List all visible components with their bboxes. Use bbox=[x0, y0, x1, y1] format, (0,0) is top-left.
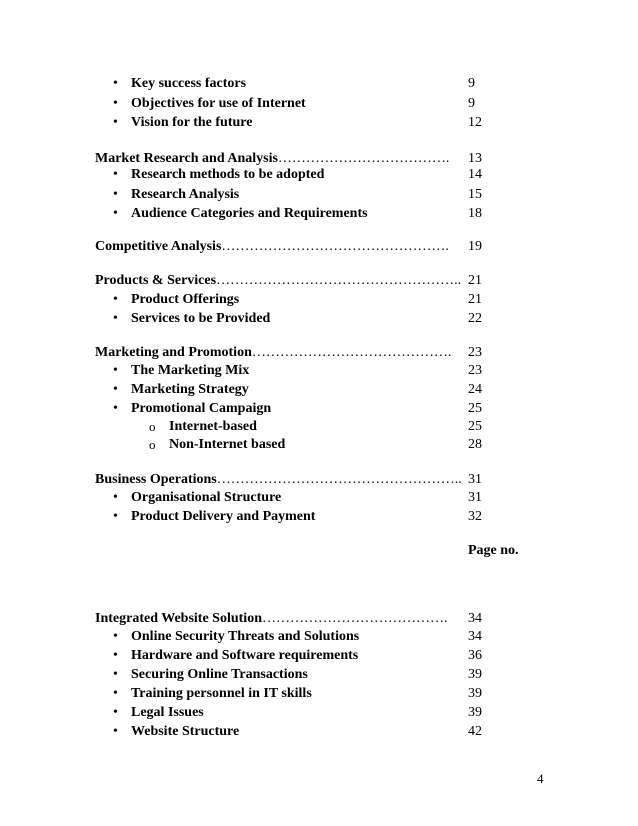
bullet-icon: • bbox=[113, 667, 118, 682]
page-no-heading: Page no. bbox=[468, 543, 519, 558]
footer-page-number: 4 bbox=[537, 771, 544, 786]
toc-entry bbox=[0, 166, 638, 184]
toc-entry-page: 12 bbox=[468, 115, 482, 130]
bullet-icon: • bbox=[113, 705, 118, 720]
toc-entry-page: 18 bbox=[468, 206, 482, 221]
bullet-icon: • bbox=[113, 187, 118, 202]
toc-section-competitive bbox=[0, 238, 638, 256]
toc-entry-page: 36 bbox=[468, 648, 482, 663]
toc-entry-page: 22 bbox=[468, 311, 482, 326]
toc-entry-label: Training personnel in IT skills bbox=[131, 686, 312, 701]
circle-bullet-icon: o bbox=[149, 419, 156, 434]
toc-entry-page: 23 bbox=[468, 363, 482, 378]
toc-entry-label: Key success factors bbox=[131, 76, 247, 91]
toc-entry bbox=[0, 647, 638, 665]
bullet-icon: • bbox=[113, 206, 118, 221]
toc-entry bbox=[0, 310, 638, 328]
toc-section-title: Competitive Analysis…………………………………………. bbox=[95, 239, 449, 254]
toc-leader-dots: ………………………………. bbox=[277, 151, 450, 166]
toc-entry-label: The Marketing Mix bbox=[131, 363, 250, 378]
toc-section-title: Marketing and Promotion……………………………………. bbox=[95, 345, 452, 360]
toc-entry-page: 25 bbox=[468, 401, 482, 416]
toc-entry-page: 24 bbox=[468, 382, 482, 397]
bullet-icon: • bbox=[113, 311, 118, 326]
toc-entry-page: 14 bbox=[468, 167, 482, 182]
bullet-icon: • bbox=[113, 686, 118, 701]
toc-section-integrated bbox=[0, 610, 638, 628]
toc-section-marketing bbox=[0, 344, 638, 362]
toc-entry-label: Objectives for use of Internet bbox=[131, 96, 306, 111]
bullet-icon: • bbox=[113, 382, 118, 397]
toc-entry bbox=[0, 205, 638, 223]
toc-section-page: 23 bbox=[468, 345, 482, 360]
toc-section-page: 34 bbox=[468, 611, 482, 626]
toc-sub-entry-label: Internet-based bbox=[169, 419, 257, 434]
toc-entry-label: Securing Online Transactions bbox=[131, 667, 308, 682]
toc-entry-page: 15 bbox=[468, 187, 482, 202]
toc-entry-label: Promotional Campaign bbox=[131, 401, 272, 416]
toc-sub-entry-label: Non-Internet based bbox=[169, 437, 286, 452]
toc-entry-label: Vision for the future bbox=[131, 115, 253, 130]
toc-entry-page: 39 bbox=[468, 705, 482, 720]
toc-entry bbox=[0, 186, 638, 204]
toc-entry-label: Legal Issues bbox=[131, 705, 204, 720]
bullet-icon: • bbox=[113, 401, 118, 416]
toc-sub-entry bbox=[0, 436, 638, 454]
toc-entry-label: Online Security Threats and Solutions bbox=[131, 629, 360, 644]
toc-section-page: 21 bbox=[468, 273, 482, 288]
toc-entry bbox=[0, 685, 638, 703]
toc-entry bbox=[0, 75, 638, 93]
toc-entry-label: Marketing Strategy bbox=[131, 382, 249, 397]
toc-section-title: Integrated Website Solution…………………………………. bbox=[95, 611, 448, 626]
toc-entry-page: 39 bbox=[468, 686, 482, 701]
toc-section-page: 13 bbox=[468, 151, 482, 166]
toc-entry-page: 9 bbox=[468, 96, 475, 111]
toc-entry-page: 39 bbox=[468, 667, 482, 682]
toc-entry-page: 34 bbox=[468, 629, 482, 644]
bullet-icon: • bbox=[113, 648, 118, 663]
toc-leader-dots: ……………………………………. bbox=[251, 345, 452, 360]
toc-entry-label: Organisational Structure bbox=[131, 490, 282, 505]
toc-entry bbox=[0, 489, 638, 507]
toc-entry-label: Services to be Provided bbox=[131, 311, 271, 326]
toc-entry-page: 31 bbox=[468, 490, 482, 505]
toc-entry-label: Product Offerings bbox=[131, 292, 240, 307]
toc-section-title: Business Operations…………………………………………….. bbox=[95, 472, 462, 487]
bullet-icon: • bbox=[113, 76, 118, 91]
toc-section-page: 31 bbox=[468, 472, 482, 487]
toc-section-title: Market Research and Analysis………………………………. bbox=[95, 151, 450, 166]
toc-section-page: 19 bbox=[468, 239, 482, 254]
toc-leader-dots: …………………………………. bbox=[261, 611, 448, 626]
toc-entry-page: 9 bbox=[468, 76, 475, 91]
toc-entry bbox=[0, 114, 638, 132]
toc-entry-label: Research methods to be adopted bbox=[131, 167, 325, 182]
toc-entry bbox=[0, 362, 638, 380]
toc-leader-dots: …………………………………………….. bbox=[216, 273, 462, 288]
toc-entry-label: Audience Categories and Requirements bbox=[131, 206, 368, 221]
bullet-icon: • bbox=[113, 363, 118, 378]
toc-sub-entry-page: 28 bbox=[468, 437, 482, 452]
toc-entry-page: 21 bbox=[468, 292, 482, 307]
toc-section-title: Products & Services…………………………………………….. bbox=[95, 273, 462, 288]
toc-leader-dots: …………………………………………….. bbox=[216, 472, 462, 487]
bullet-icon: • bbox=[113, 629, 118, 644]
toc-entry bbox=[0, 291, 638, 309]
bullet-icon: • bbox=[113, 490, 118, 505]
toc-section-business bbox=[0, 471, 638, 489]
bullet-icon: • bbox=[113, 724, 118, 739]
toc-entry-label: Research Analysis bbox=[131, 187, 240, 202]
toc-leader-dots: …………………………………………. bbox=[221, 239, 449, 254]
bullet-icon: • bbox=[113, 115, 118, 130]
toc-section-products bbox=[0, 272, 638, 290]
toc-entry bbox=[0, 723, 638, 741]
toc-entry-page: 32 bbox=[468, 509, 482, 524]
toc-entry-page: 42 bbox=[468, 724, 482, 739]
toc-entry bbox=[0, 381, 638, 399]
bullet-icon: • bbox=[113, 509, 118, 524]
bullet-icon: • bbox=[113, 292, 118, 307]
toc-entry bbox=[0, 400, 638, 418]
toc-entry-label: Product Delivery and Payment bbox=[131, 509, 316, 524]
toc-entry-label: Website Structure bbox=[131, 724, 240, 739]
toc-entry bbox=[0, 704, 638, 722]
circle-bullet-icon: o bbox=[149, 437, 156, 452]
bullet-icon: • bbox=[113, 96, 118, 111]
toc-sub-entry bbox=[0, 418, 638, 436]
toc-entry bbox=[0, 95, 638, 113]
toc-entry-label: Hardware and Software requirements bbox=[131, 648, 359, 663]
toc-entry bbox=[0, 508, 638, 526]
bullet-icon: • bbox=[113, 167, 118, 182]
toc-sub-entry-page: 25 bbox=[468, 419, 482, 434]
toc-entry bbox=[0, 628, 638, 646]
toc-entry bbox=[0, 666, 638, 684]
